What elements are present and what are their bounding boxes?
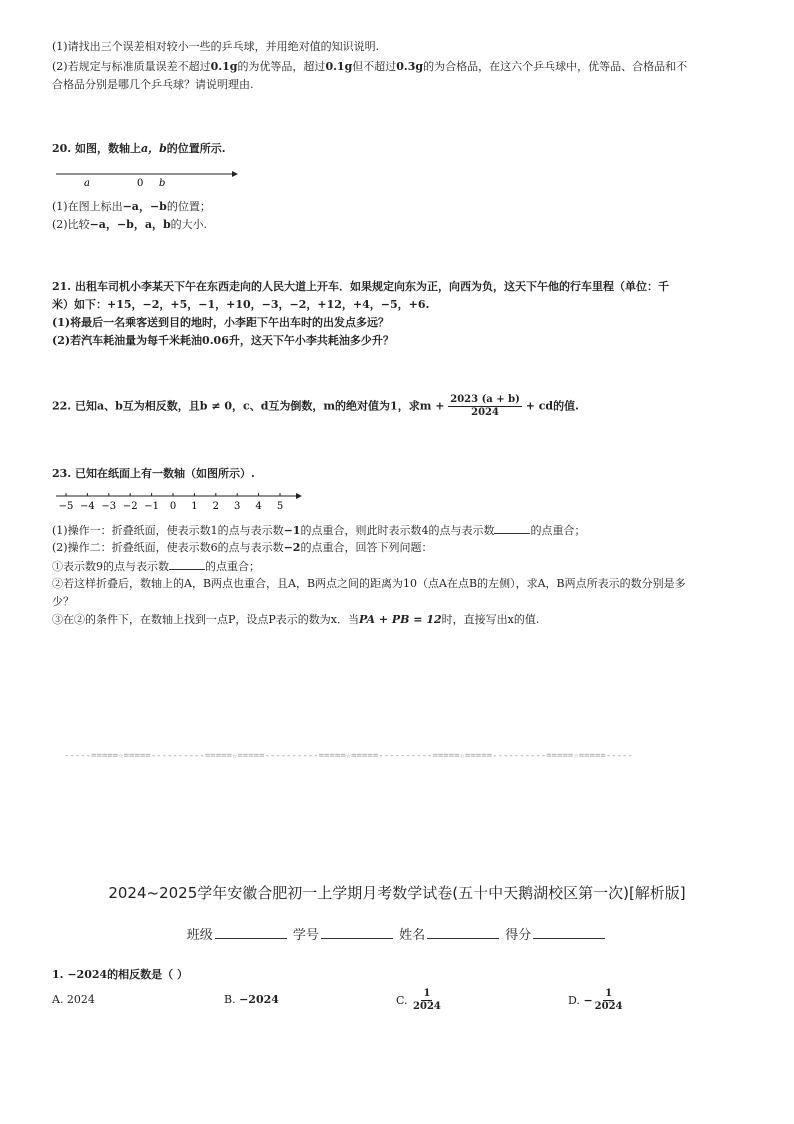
axis-label-b: b: [159, 178, 166, 189]
class-label: 班级: [186, 928, 213, 943]
q1-option-b[interactable]: B. −2024: [224, 993, 279, 1006]
axis-tick-label: 4: [255, 501, 262, 512]
q1-option-a[interactable]: A. 2024: [52, 993, 95, 1006]
q23-number-line: [52, 490, 306, 514]
q20-number-line: [52, 164, 242, 190]
q23-sub2-line2: 少？: [52, 595, 74, 608]
exam-title: 2024~2025学年安徽合肥初一上学期月考数学试卷(五十中天鹅湖校区第一次)[解析版]: [108, 884, 686, 902]
q19-part1: (1)请找出三个误差相对较小一些的乒乓球，并用绝对值的知识说明.: [52, 40, 380, 53]
axis-tick-label: 3: [234, 501, 241, 512]
student-id-label: 学号: [292, 928, 319, 943]
axis-tick-label: −5: [58, 501, 74, 512]
q19-part2-line2: 合格品分别是哪几个乒乓球？请说明理由.: [52, 78, 254, 91]
axis-tick-label: −4: [80, 501, 95, 512]
q1-option-d[interactable]: D. − $\frac{1}{2024}$: [568, 988, 623, 1012]
student-info-fields: [0, 924, 794, 943]
axis-tick-label: −2: [122, 501, 138, 512]
q19-part2-line1: (2)若规定与标准质量误差不超过0.1g的为优等品，超过0.1g但不超过0.3g的为合格品，在这六个乒乓球中，优等品、合格品和不: [52, 60, 688, 73]
q20-part2: (2)比较−a，−b，a，b的大小.: [52, 218, 208, 231]
q23-sub1: ①表示数9的点与表示数 的点重合；: [52, 560, 260, 573]
q23-op2: (2)操作二：折叠纸面，使表示数6的点与表示数−2的点重合，回答下列问题：: [52, 541, 433, 554]
q1-option-c[interactable]: C. $\frac{1}{2024}$: [396, 988, 441, 1012]
name-label: 姓名: [399, 928, 426, 943]
name-field[interactable]: [427, 926, 499, 939]
student-id-field[interactable]: [321, 926, 393, 939]
axis-tick-label: 1: [191, 501, 198, 512]
page-divider: -----=====☆=====----------=====☆=====----------=====☆=====----------=====☆=====----------=====☆=====-----: [64, 751, 633, 761]
q20-part1: (1)在图上标出−a，−b的位置；: [52, 200, 211, 213]
answer-blank[interactable]: [494, 523, 530, 534]
score-field[interactable]: [533, 926, 605, 939]
q23-sub2-line1: ②若这样折叠后，数轴上的A，B两点也重合，且A，B两点之间的距离为10（点A在点B的左侧），求A，B两点所表示的数分别是多: [52, 577, 686, 590]
axis-tick-label: 5: [276, 501, 284, 512]
q1-stem: 1. −2024的相反数是（ ）: [52, 968, 189, 981]
answer-blank[interactable]: [169, 559, 205, 570]
axis-tick-label: 2: [212, 501, 219, 512]
arrow-icon: [296, 493, 302, 499]
axis-tick-label: −1: [144, 501, 159, 512]
axis-tick-label: −3: [101, 501, 117, 512]
q23-heading: 23. 已知在纸面上有一数轴（如图所示）.: [52, 467, 255, 480]
axis-label-a: a: [84, 178, 90, 189]
q22-text: 22. 已知a、b互为相反数，且b ≠ 0，c、d互为倒数，m的绝对值为1，求m + $\frac{2023 (a + b)}{2024}$ + cd的值.: [52, 394, 579, 418]
q21-part1: (1)将最后一名乘客送到目的地时，小李距下午出车时的出发点多远？: [52, 316, 390, 329]
q23-op1: (1)操作一：折叠纸面，使表示数1的点与表示数−1的点重合，则此时表示数4的点与表示数 的点重合；: [52, 524, 586, 537]
q21-line1: 21. 出租车司机小李某天下午在东西走向的人民大道上开车．如果规定向东为正，向西为负，这天下午他的行车里程（单位：千: [52, 280, 669, 293]
axis-tick-label: 0: [169, 501, 177, 512]
q21-part2: (2)若汽车耗油量为每千米耗油0.06升，这天下午小李共耗油多少升？: [52, 334, 394, 347]
score-label: 得分: [505, 928, 532, 943]
q20-heading: 20. 如图，数轴上a，b的位置所示.: [52, 142, 226, 155]
class-field[interactable]: [215, 926, 287, 939]
q21-line2: 米）如下：+15，−2，+5，−1，+10，−3，−2，+12，+4，−5，+6.: [52, 298, 430, 311]
q22-fraction: $\frac{2023 (a + b)}{2024}$: [450, 394, 520, 418]
axis-label-0: 0: [137, 178, 144, 189]
q23-sub3: ③在②的条件下，在数轴上找到一点P，设点P表示的数为x．当PA + PB = 12时，直接写出x的值.: [52, 613, 540, 626]
arrow-icon: [232, 171, 238, 177]
